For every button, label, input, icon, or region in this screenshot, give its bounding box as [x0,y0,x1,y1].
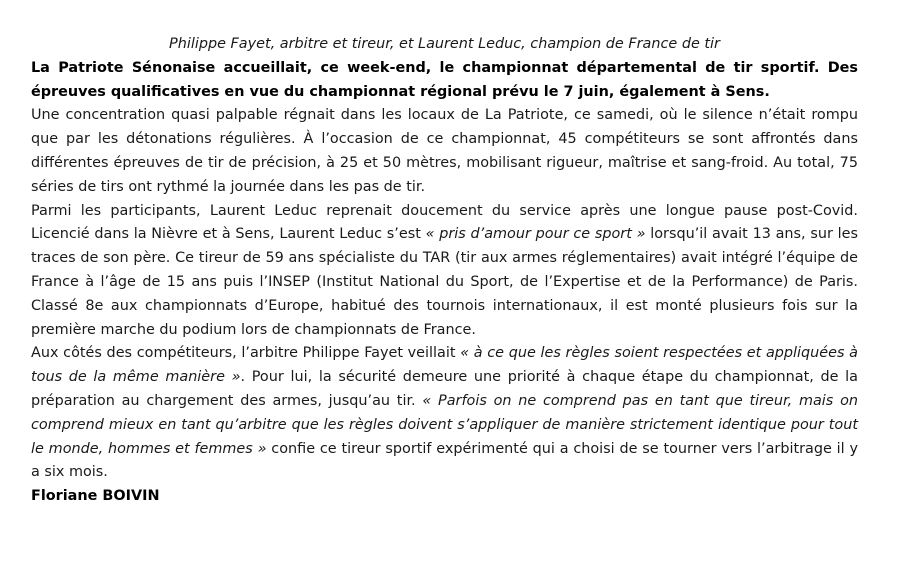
paragraph-3-quote-2: « Parfois on ne comprend pas en tant que tireur, mais on comprend mieux en tant qu’arbitre que les règles doivent s’appliquer de manière strictement identique pour tout le monde, hommes et femmes » [31,392,858,457]
paragraph-2-text-2: lorsqu’il avait 13 ans, sur les traces de son père. Ce tireur de 59 ans spécialiste du TAR (tir aux armes réglementaires) avait intégré l’équipe de France à l’âge de 15 ans puis l’INSEP (Institut National du Sport, de l’Expertise et de la Performance) de Paris. Classé 8e aux championnats d’Europe, habitué des tournois internationaux, il est monté plusieurs fois sur la première marche du podium lors de championnats de France. [31,226,858,338]
paragraph-2-text-1: Parmi les participants, Laurent Leduc reprenait doucement du service après une longue pause post-Covid. Licencié dans la Nièvre et à Sens, Laurent Leduc s’est [31,202,858,243]
paragraph-3-text-1: Aux côtés des compétiteurs, l’arbitre Philippe Fayet veillait [31,345,461,362]
paragraph-3 [31,342,858,485]
paragraph-2-quote-1: « pris d’amour pour ce sport » [425,226,646,243]
author-byline: Floriane BOIVIN [31,488,160,505]
paragraph-3-text-3: confie ce tireur sportif expérimenté qui a choisi de se tourner vers l’arbitrage il y a six mois. [31,440,858,481]
paragraph-1: Une concentration quasi palpable régnait dans les locaux de La Patriote, ce samedi, où le silence n’était rompu que par les détonations régulières. À l’occasion de ce championnat, 45 compétiteurs se sont affrontés dans différentes épreuves de tir de précision, à 25 et 50 mètres, mobilisant rigueur, maîtrise et sang-froid. Au total, 75 séries de tirs ont rythmé la journée dans les pas de tir. [31,107,858,195]
article [31,33,858,509]
article-lead: La Patriote Sénonaise accueillait, ce week-end, le championnat départemental de tir sportif. Des épreuves qualificatives en vue du championnat régional prévu le 7 juin, également à Sens. [31,59,858,100]
photo-caption: Philippe Fayet, arbitre et tireur, et Laurent Leduc, champion de France de tir [169,36,720,52]
paragraph-3-text-2: . Pour lui, la sécurité demeure une priorité à chaque étape du championnat, de la préparation au chargement des armes, jusqu’au tir. [31,369,858,409]
paragraph-2 [31,200,858,343]
paragraph-3-quote-1: « à ce que les règles soient respectées et appliquées à tous de la même manière » [31,345,858,386]
